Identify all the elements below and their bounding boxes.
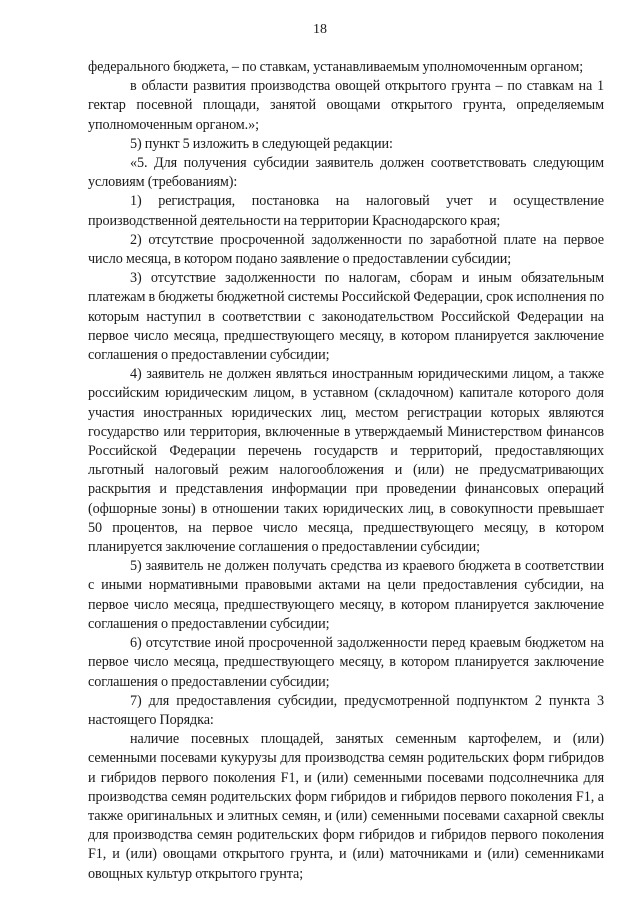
paragraph: 1) регистрация, постановка на налоговый учет и осуществление производственной деятельности на территории Краснодарского края; [88, 193, 604, 229]
paragraph: «5. Для получения субсидии заявитель должен соответствовать следующим условиям (требованиям): [88, 155, 604, 191]
page-number: 18 [313, 22, 327, 37]
paragraph: 4) заявитель не должен являться иностранным юридическими лицом, а также российским юридическим лицом, в уставном (складочном) капитале которого доля участия иностранных юридических лиц, местом регистрации которых являются государство или территория, включенные в утверждаемый Министерством финансов Российской Федерации перечень государств и территорий, предоставляющих льготный налоговый режим налогообложения и (или) не предусматривающих раскрытия и представления информации при проведении финансовых операций (офшорные зоны) в отношении таких юридических лиц, в совокупности превышает 50 процентов, на первое число месяца, предшествующего месяцу, в котором планируется заключение соглашения о предоставлении субсидии; [88, 366, 604, 556]
paragraph: 7) для предоставления субсидии, предусмотренной подпунктом 2 пункта 3 настоящего Порядка: [88, 692, 604, 728]
document-body [88, 58, 604, 884]
paragraph: 3) отсутствие задолженности по налогам, сборам и иным обязательным платежам в бюджеты бюджетной системы Российской Федерации, срок исполнения по которым наступил в соответствии с законодательством Российской Федерации на первое число месяца, предшествующего месяцу, в котором планируется заключение соглашения о предоставлении субсидии; [88, 270, 604, 364]
paragraph: 6) отсутствие иной просроченной задолженности перед краевым бюджетом на первое число месяца, предшествующего месяцу, в котором планируется заключение соглашения о предоставлении субсидии; [88, 635, 604, 690]
paragraph: 5) заявитель не должен получать средства из краевого бюджета в соответствии с иными нормативными правовыми актами на цели предоставления субсидии, на первое число месяца, предшествующего месяцу, в котором планируется заключение соглашения о предоставлении субсидии; [88, 558, 604, 632]
paragraph: федерального бюджета, – по ставкам, устанавливаемым уполномоченным органом; [88, 59, 584, 75]
paragraph: в области развития производства овощей открытого грунта – по ставкам на 1 гектар посевной площади, занятой овощами открытого грунта, определяемым уполномоченным органом.»; [88, 78, 604, 133]
paragraph: 5) пункт 5 изложить в следующей редакции: [130, 135, 393, 152]
paragraph: 2) отсутствие просроченной задолженности по заработной плате на первое число месяца, в котором подано заявление о предоставлении субсидии; [88, 231, 604, 268]
paragraph: наличие посевных площадей, занятых семенным картофелем, и (или) семенными посевами кукурузы для производства семян родительских форм гибридов и гибридов первого поколения F1, и (или) семенными посевами подсолнечника для производства семян родительских форм гибридов и гибридов первого поколения F1, а также оригинальных и элитных семян, и (или) семенными посевами сахарной свеклы для производства семян родительских форм гибридов и гибридов первого поколения F1, и (или) овощами открытого грунта, и (или) маточниками и (или) семенниками овощных культур открытого грунта; [88, 731, 604, 882]
